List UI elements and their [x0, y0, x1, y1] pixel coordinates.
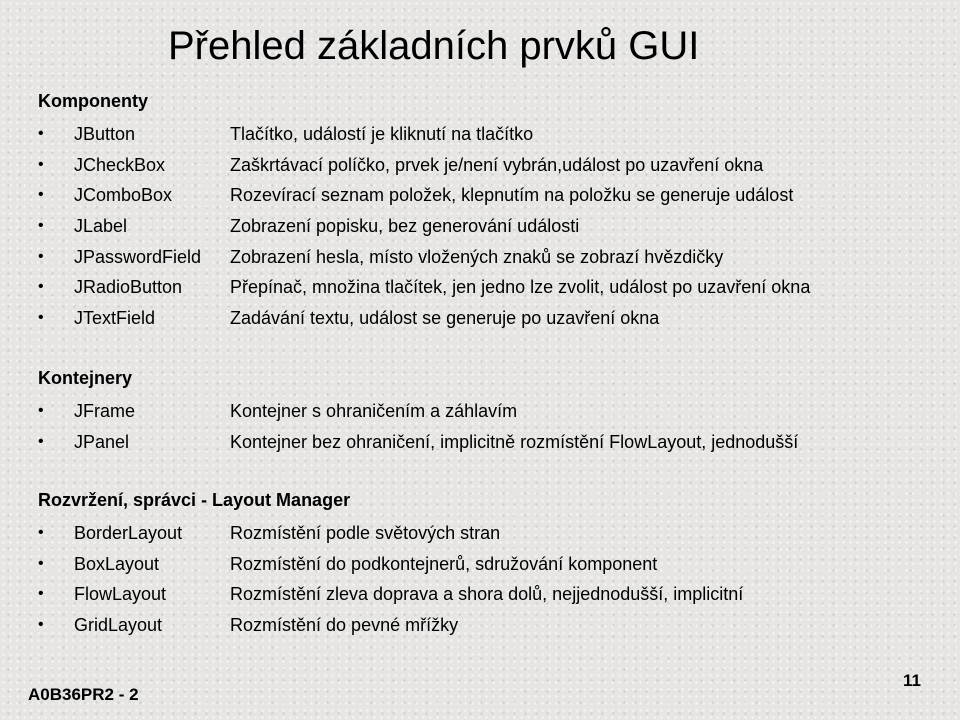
item-term: JPanel	[74, 431, 130, 452]
bullet-icon: •	[38, 616, 44, 634]
item-term: JPasswordField	[74, 246, 202, 267]
bullet-icon: •	[38, 524, 44, 541]
list-item	[38, 180, 938, 211]
bullet-icon: •	[38, 155, 44, 173]
bullet-icon: •	[38, 402, 44, 419]
item-description: Rozevírací seznam položek, klepnutím na položku se generuje událost	[230, 185, 794, 206]
item-description: Rozmístění do podkontejnerů, sdružování komponent	[230, 553, 658, 574]
item-description: Kontejner s ohraničením a záhlavím	[230, 401, 518, 421]
bullet-icon: •	[38, 247, 44, 265]
list-item	[38, 242, 938, 273]
list-item	[38, 549, 938, 580]
layouts-heading: Rozvržení, správci - Layout Manager	[38, 490, 351, 510]
item-term: JTextField	[74, 308, 156, 329]
item-term: JCheckBox	[74, 154, 166, 175]
components-section	[38, 89, 938, 334]
bullet-icon: •	[38, 432, 44, 450]
item-term: BoxLayout	[74, 553, 160, 574]
bullet-icon: •	[38, 278, 44, 296]
layouts-section	[38, 488, 938, 641]
item-description: Kontejner bez ohraničení, implicitně rozmístění FlowLayout, jednodušší	[230, 431, 799, 452]
bullet-icon: •	[38, 186, 44, 204]
bullet-icon: •	[38, 554, 44, 572]
list-item	[38, 396, 938, 427]
item-term: JButton	[74, 124, 136, 144]
bullet-icon: •	[38, 309, 44, 327]
item-description: Zaškrtávací políčko, prvek je/není vybrán,událost po uzavření okna	[230, 154, 764, 175]
item-term: JComboBox	[74, 185, 173, 206]
item-description: Zobrazení hesla, místo vložených znaků se zobrazí hvězdičky	[230, 246, 724, 267]
item-description: Zobrazení popisku, bez generování události	[230, 216, 580, 237]
bullet-icon: •	[38, 217, 44, 235]
item-description: Rozmístění zleva doprava a shora dolů, nejjednodušší, implicitní	[230, 584, 744, 605]
item-description: Rozmístění do pevné mřížky	[230, 615, 459, 636]
item-term: BorderLayout	[74, 523, 183, 543]
list-item	[38, 272, 938, 303]
page-number: 11	[903, 671, 921, 690]
list-item	[38, 303, 938, 334]
bullet-icon: •	[38, 585, 44, 603]
item-description: Zadávání textu, událost se generuje po uzavření okna	[230, 308, 660, 329]
item-term: JRadioButton	[74, 277, 183, 298]
list-item	[38, 119, 938, 150]
item-term: FlowLayout	[74, 584, 167, 605]
list-item	[38, 427, 938, 458]
item-description: Přepínač, množina tlačítek, jen jedno lze zvolit, událost po uzavření okna	[230, 277, 811, 298]
bullet-icon: •	[38, 125, 44, 142]
list-item	[38, 579, 938, 610]
slide-title: Přehled základních prvků GUI	[168, 24, 700, 68]
item-term: JLabel	[74, 216, 128, 237]
list-item	[38, 518, 938, 549]
containers-section	[38, 366, 938, 457]
item-description: Rozmístění podle světových stran	[230, 523, 501, 543]
components-heading: Komponenty	[38, 91, 148, 111]
list-item	[38, 211, 938, 242]
item-description: Tlačítko, událostí je kliknutí na tlačítko	[230, 124, 534, 144]
course-code: A0B36PR2 - 2	[28, 685, 139, 704]
list-item	[38, 150, 938, 181]
item-term: JFrame	[74, 401, 136, 421]
item-term: GridLayout	[74, 615, 163, 636]
list-item	[38, 610, 938, 641]
containers-heading: Kontejnery	[38, 368, 133, 388]
